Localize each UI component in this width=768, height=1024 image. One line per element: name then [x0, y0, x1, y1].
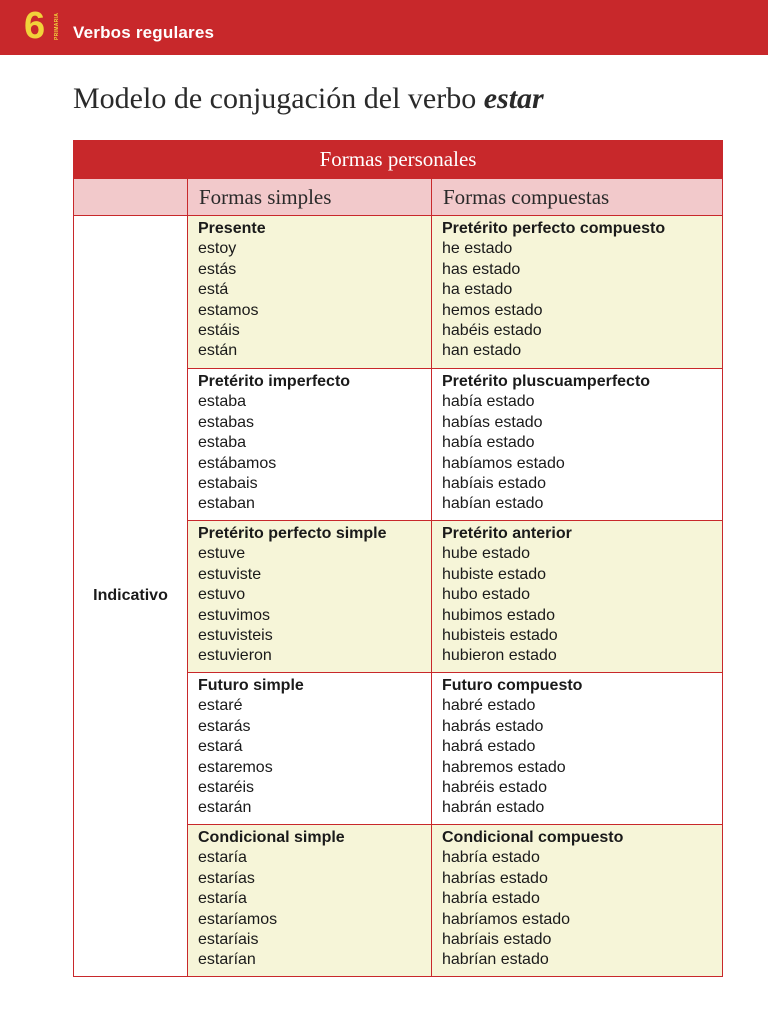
- verb-form: hubimos estado: [442, 606, 555, 624]
- page-title-verb: estar: [483, 82, 544, 115]
- tense-name: Pretérito anterior: [442, 525, 572, 542]
- verb-form: habremos estado: [442, 758, 566, 776]
- verb-form: habrá estado: [442, 738, 536, 756]
- simple-tense-cell: [188, 216, 432, 369]
- verb-form: están: [198, 342, 238, 360]
- verb-form: habías estado: [442, 413, 543, 431]
- verb-form: estaba: [198, 434, 247, 452]
- table-caption: Formas personales: [74, 141, 723, 179]
- table-row: [74, 216, 723, 369]
- verb-form: estarás: [198, 717, 251, 735]
- simple-tense-cell: [188, 521, 432, 673]
- tense-name: Condicional compuesto: [442, 829, 624, 846]
- verb-form: estaríais: [198, 931, 259, 949]
- verb-form: estáis: [198, 322, 240, 340]
- verb-form: habrías estado: [442, 869, 548, 887]
- tense-name: Condicional simple: [198, 829, 345, 846]
- verb-form: hubiste estado: [442, 565, 547, 583]
- verb-form: estuvieron: [198, 647, 272, 665]
- tense-name: Futuro compuesto: [442, 677, 583, 694]
- verb-form: estamos: [198, 301, 259, 319]
- verb-form: estaré: [198, 697, 243, 715]
- section-title: Verbos regulares: [73, 23, 215, 42]
- grade-number: 6: [24, 5, 46, 47]
- column-header-simple: Formas simples: [188, 179, 432, 216]
- page-title-prefix: Modelo de conjugación del verbo: [73, 82, 484, 115]
- verb-form: habéis estado: [442, 322, 542, 340]
- verb-form: hubisteis estado: [442, 627, 558, 645]
- verb-form: estarán: [198, 799, 252, 817]
- compound-tense-cell: [432, 521, 723, 673]
- verb-form: estaban: [198, 495, 255, 513]
- tense-name: Pretérito pluscuamperfecto: [442, 373, 651, 390]
- verb-form: has estado: [442, 260, 521, 278]
- verb-form: estaría: [198, 849, 247, 867]
- verb-form: habríais estado: [442, 931, 552, 949]
- verb-form: habría estado: [442, 849, 540, 867]
- verb-form: está: [198, 281, 229, 299]
- tense-name: Pretérito perfecto simple: [198, 525, 387, 542]
- column-header-compound: Formas compuestas: [432, 179, 723, 216]
- verb-form: estará: [198, 738, 243, 756]
- verb-form: estuvimos: [198, 606, 271, 624]
- top-banner: [0, 0, 768, 55]
- tense-name: Pretérito perfecto compuesto: [442, 220, 666, 237]
- verb-form: he estado: [442, 240, 513, 258]
- table-body: [74, 216, 723, 977]
- verb-form: estábamos: [198, 454, 277, 472]
- simple-tense-cell: [188, 825, 432, 977]
- verb-form: estuve: [198, 545, 246, 563]
- verb-form: estoy: [198, 240, 237, 258]
- verb-form: habíais estado: [442, 475, 547, 493]
- verb-form: estabais: [198, 475, 258, 493]
- verb-form: habrán estado: [442, 799, 545, 817]
- verb-form: han estado: [442, 342, 522, 360]
- verb-form: estaría: [198, 890, 247, 908]
- page-title: [73, 82, 544, 116]
- verb-form: estuviste: [198, 565, 262, 583]
- verb-form: estuvo: [198, 586, 246, 604]
- verb-form: habríamos estado: [442, 910, 571, 928]
- compound-tense-cell: [432, 216, 723, 369]
- verb-form: habré estado: [442, 697, 536, 715]
- verb-form: habría estado: [442, 890, 540, 908]
- compound-tense-cell: [432, 673, 723, 825]
- header-empty-cell: [74, 179, 188, 216]
- verb-form: había estado: [442, 393, 535, 411]
- mood-label: Indicativo: [74, 216, 188, 977]
- tense-name: Pretérito imperfecto: [198, 373, 351, 390]
- simple-tense-cell: [188, 369, 432, 521]
- verb-form: estás: [198, 260, 237, 278]
- verb-form: hubo estado: [442, 586, 531, 604]
- verb-form: estarías: [198, 869, 255, 887]
- verb-form: habían estado: [442, 495, 544, 513]
- verb-form: ha estado: [442, 281, 513, 299]
- verb-form: habréis estado: [442, 779, 547, 797]
- verb-form: estaba: [198, 393, 247, 411]
- verb-form: hubieron estado: [442, 647, 557, 665]
- conjugation-table: [73, 140, 723, 977]
- grade-label: PRIMARIA: [54, 12, 60, 40]
- tense-name: Presente: [198, 220, 266, 237]
- verb-form: habrían estado: [442, 951, 549, 969]
- verb-form: estuvisteis: [198, 627, 273, 645]
- verb-form: estarían: [198, 951, 256, 969]
- simple-tense-cell: [188, 673, 432, 825]
- verb-form: habrás estado: [442, 717, 544, 735]
- verb-form: estaríamos: [198, 910, 278, 928]
- verb-form: estaréis: [198, 779, 255, 797]
- verb-form: habíamos estado: [442, 454, 565, 472]
- compound-tense-cell: [432, 369, 723, 521]
- tense-name: Futuro simple: [198, 677, 304, 694]
- verb-form: estabas: [198, 413, 255, 431]
- verb-form: hemos estado: [442, 301, 543, 319]
- verb-form: hube estado: [442, 545, 531, 563]
- verb-form: había estado: [442, 434, 535, 452]
- compound-tense-cell: [432, 825, 723, 977]
- verb-form: estaremos: [198, 758, 273, 776]
